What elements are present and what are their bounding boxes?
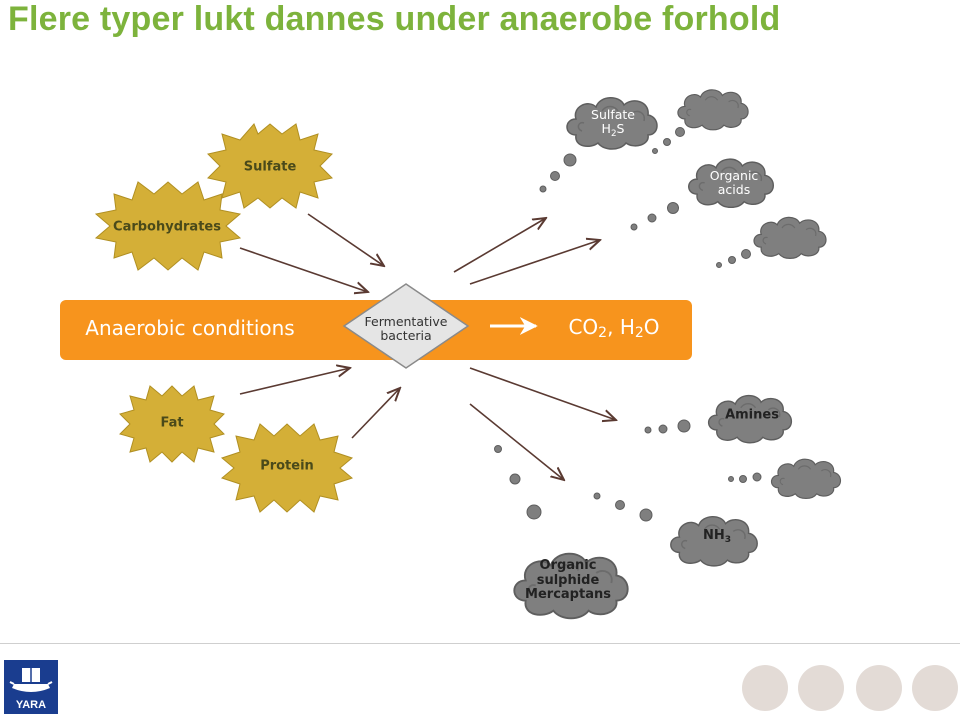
organic-sulphide-label: Organic sulphide Mercaptans [525,558,611,603]
arrow-out-2 [470,240,600,284]
logo-text: YARA [15,699,47,711]
carbohydrates-label: Carbohydrates [113,219,221,235]
cloud-right-lower [772,459,841,498]
arrow-fat [240,368,350,394]
nh3-label: $NH_3$ [702,527,732,545]
sulfate-h2s-label: Sulfate $H_2S$ [591,107,635,140]
yara-logo [4,660,58,714]
fat-label: Fat [160,415,184,431]
arrow-out-3 [470,368,616,420]
viking-ship-icon [4,660,58,700]
anaerobic-conditions-label: Anaerobic conditions [85,315,295,340]
page-title: Flere typer lukt dannes under anaerobe forhold [8,0,781,38]
footer-divider [0,643,960,644]
arrow-carbohydrates [240,248,368,292]
arrow-out-4 [470,404,564,480]
products-label: $CO_2$, $H_2O$ [568,315,660,342]
footer-dot-4 [912,665,958,711]
organic-acids-label: Organic acids [709,168,759,197]
protein-label: Protein [260,458,314,474]
fermentative-bacteria-label: Fermentative bacteria [364,314,448,343]
sulfate-label: Sulfate [243,159,297,175]
amines-label: Amines [725,407,779,423]
arrow-out-1 [454,218,546,272]
cloud-right-upper [754,217,826,258]
arrow-sulfate [308,214,384,266]
footer-dot-1 [742,665,788,711]
arrow-protein [352,388,400,438]
cloud-top-right [678,90,748,130]
footer-dot-2 [798,665,844,711]
footer-dot-3 [856,665,902,711]
